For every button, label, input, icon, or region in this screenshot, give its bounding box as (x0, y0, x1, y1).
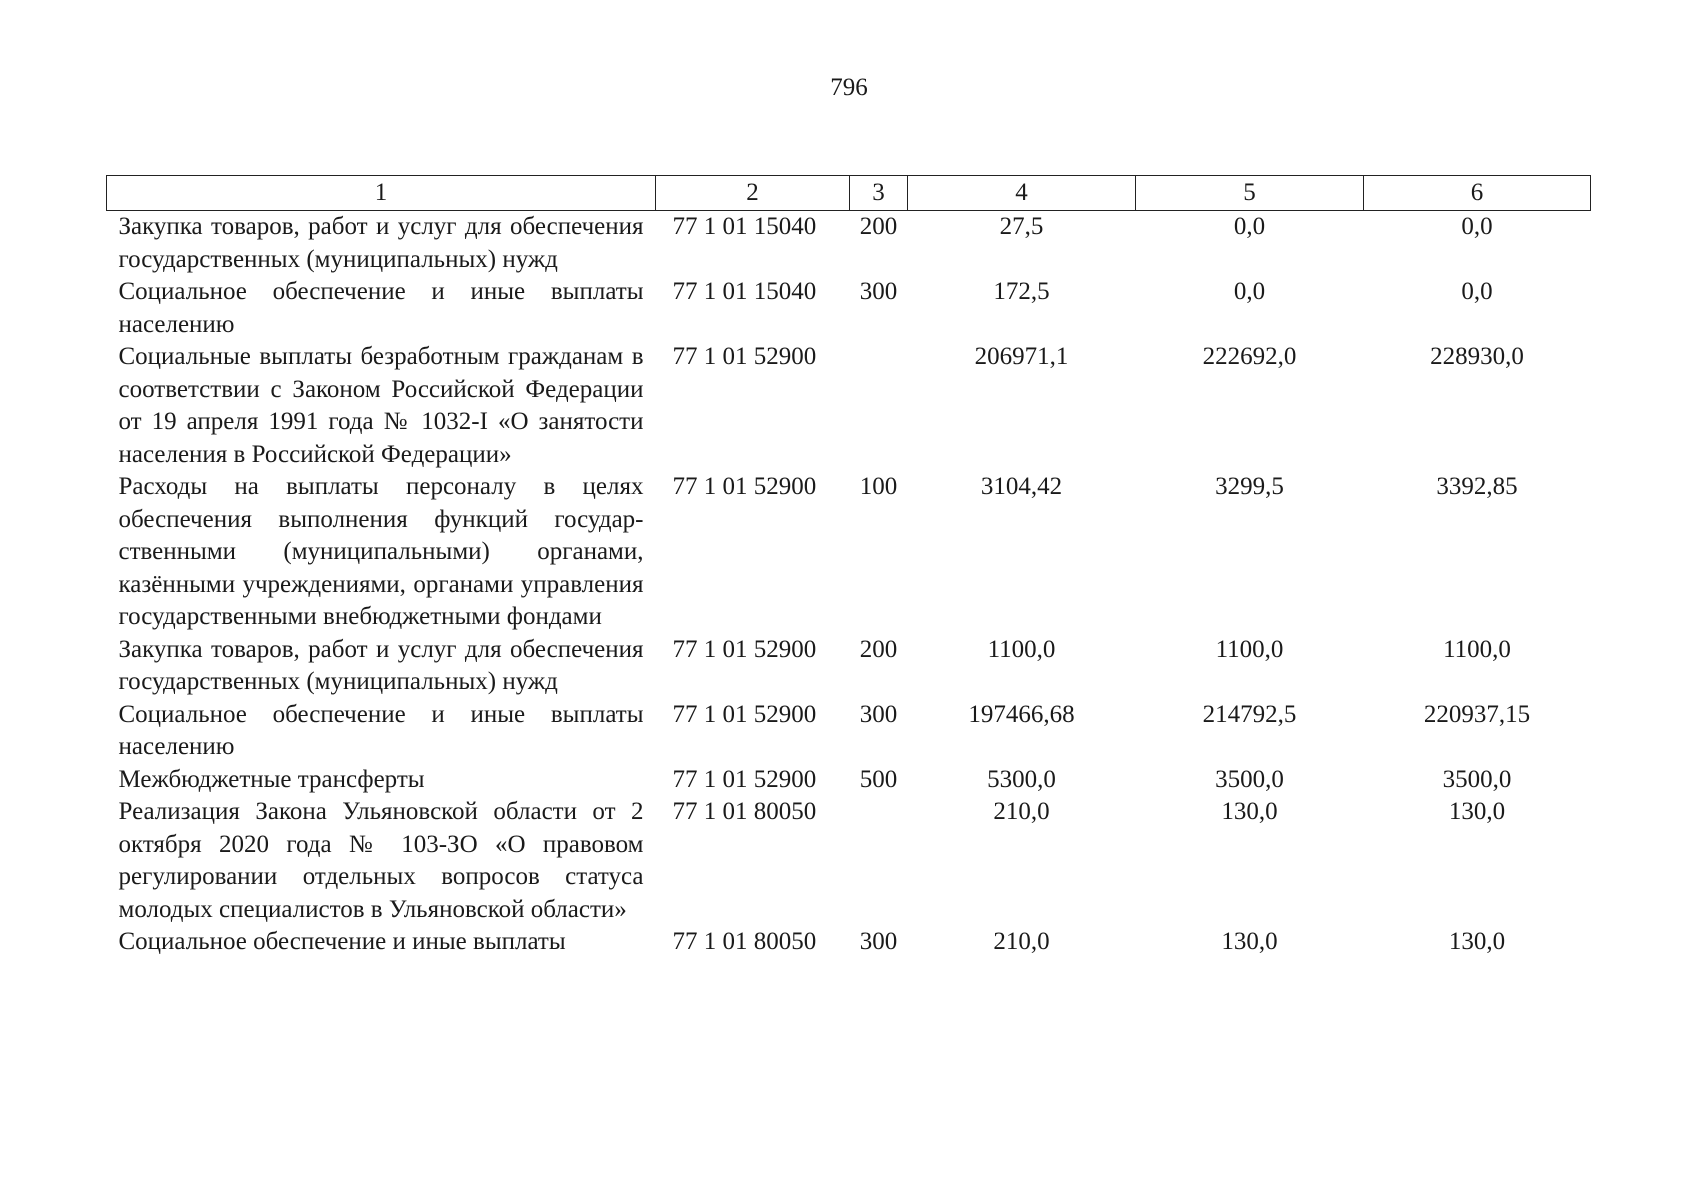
row-value-6: 130,0 (1448, 798, 1506, 825)
row-value-6: 220937,15 (1423, 700, 1531, 728)
row-expense-type: 500 (859, 765, 898, 793)
column-header-3: 3 (850, 176, 908, 211)
row-expense-type: 300 (859, 700, 898, 728)
row-expense-type (850, 796, 908, 926)
row-value-5: 0,0 (1233, 213, 1266, 240)
row-target-code: 77 1 01 52900 (672, 635, 817, 663)
table-row (107, 211, 1591, 277)
row-value-6: 3392,85 (1436, 473, 1518, 500)
row-name: Социальное обеспечение и иные выплаты населению (118, 278, 644, 338)
row-value-4: 27,5 (999, 213, 1044, 240)
column-header-5: 5 (1136, 176, 1364, 211)
budget-table (106, 175, 1591, 959)
row-value-6: 3500,0 (1442, 765, 1512, 793)
row-name: Закупка товаров, работ и услуг для обеспечения государственных (муниципальных) нужд (118, 635, 644, 695)
row-value-6: 1100,0 (1443, 635, 1511, 663)
page-number: 796 (830, 74, 868, 101)
row-value-4: 1100,0 (987, 635, 1056, 663)
row-value-4: 3104,42 (980, 473, 1063, 500)
table-row (107, 471, 1591, 634)
row-value-5: 214792,5 (1202, 700, 1297, 728)
row-value-4: 5300,0 (987, 765, 1056, 793)
row-target-code: 77 1 01 52900 (672, 473, 817, 500)
row-value-4: 197466,68 (968, 700, 1075, 728)
table-row (107, 926, 1591, 959)
row-expense-type: 100 (859, 473, 898, 500)
table-row (107, 634, 1591, 699)
row-value-6: 228930,0 (1430, 343, 1524, 370)
row-value-5: 130,0 (1221, 798, 1278, 825)
row-target-code: 77 1 01 52900 (672, 765, 817, 793)
row-name: Расходы на выплаты персоналу в целях обеспечения выполнения функций государственными (муниципальными) органами, казёнными учреждениями, органами управления государственными внебюджетными фондами (118, 473, 644, 630)
row-expense-type: 200 (859, 213, 898, 240)
row-target-code: 77 1 01 15040 (672, 213, 817, 240)
column-header-4: 4 (908, 176, 1136, 211)
row-target-code: 77 1 01 80050 (672, 928, 817, 955)
row-target-code: 77 1 01 52900 (672, 700, 817, 728)
row-value-5: 3500,0 (1215, 765, 1284, 793)
table-body (107, 211, 1591, 959)
row-value-5: 222692,0 (1202, 343, 1297, 370)
row-value-6: 130,0 (1448, 928, 1506, 955)
table-row (107, 276, 1591, 341)
row-value-6: 0,0 (1461, 213, 1493, 240)
row-target-code: 77 1 01 52900 (672, 343, 817, 370)
row-name: Социальное обеспечение и иные выплаты (118, 928, 566, 955)
column-header-2: 2 (656, 176, 850, 211)
row-name: Межбюджетные трансферты (118, 765, 425, 793)
table-row (107, 699, 1591, 764)
table-row (107, 341, 1591, 471)
row-name: Социальные выплаты безработным гражданам в соответствии с Законом Российской Федерации от 19 апреля 1991 года № 1032-I «О занятости населения в Российской Федерации» (118, 343, 644, 468)
row-value-5: 3299,5 (1215, 473, 1284, 500)
row-expense-type (850, 341, 908, 471)
row-value-6: 0,0 (1461, 278, 1493, 305)
row-value-4: 210,0 (993, 798, 1050, 825)
row-expense-type: 200 (859, 635, 898, 663)
row-name: Закупка товаров, работ и услуг для обеспечения государственных (муниципальных) нужд (118, 213, 644, 273)
table-row (107, 764, 1591, 797)
column-header-1: 1 (107, 176, 656, 211)
row-value-4: 172,5 (993, 278, 1050, 305)
row-expense-type: 300 (859, 278, 898, 305)
row-expense-type: 300 (859, 928, 898, 955)
row-value-5: 1100,0 (1215, 635, 1284, 663)
row-value-4: 210,0 (993, 928, 1050, 955)
column-header-6: 6 (1364, 176, 1591, 211)
header-row (107, 176, 1591, 211)
row-value-4: 206971,1 (974, 343, 1069, 370)
row-value-5: 0,0 (1233, 278, 1266, 305)
row-target-code: 77 1 01 15040 (672, 278, 817, 305)
row-target-code: 77 1 01 80050 (672, 798, 817, 825)
table-row (107, 796, 1591, 926)
table-header (107, 176, 1591, 211)
row-value-5: 130,0 (1221, 928, 1278, 955)
row-name: Реализация Закона Ульяновской области от 2 октября 2020 года № 103-ЗО «О правовом регулировании отдельных вопросов статуса молодых специалистов в Ульяновской области» (118, 798, 644, 923)
row-name: Социальное обеспечение и иные выплаты населению (118, 700, 644, 760)
